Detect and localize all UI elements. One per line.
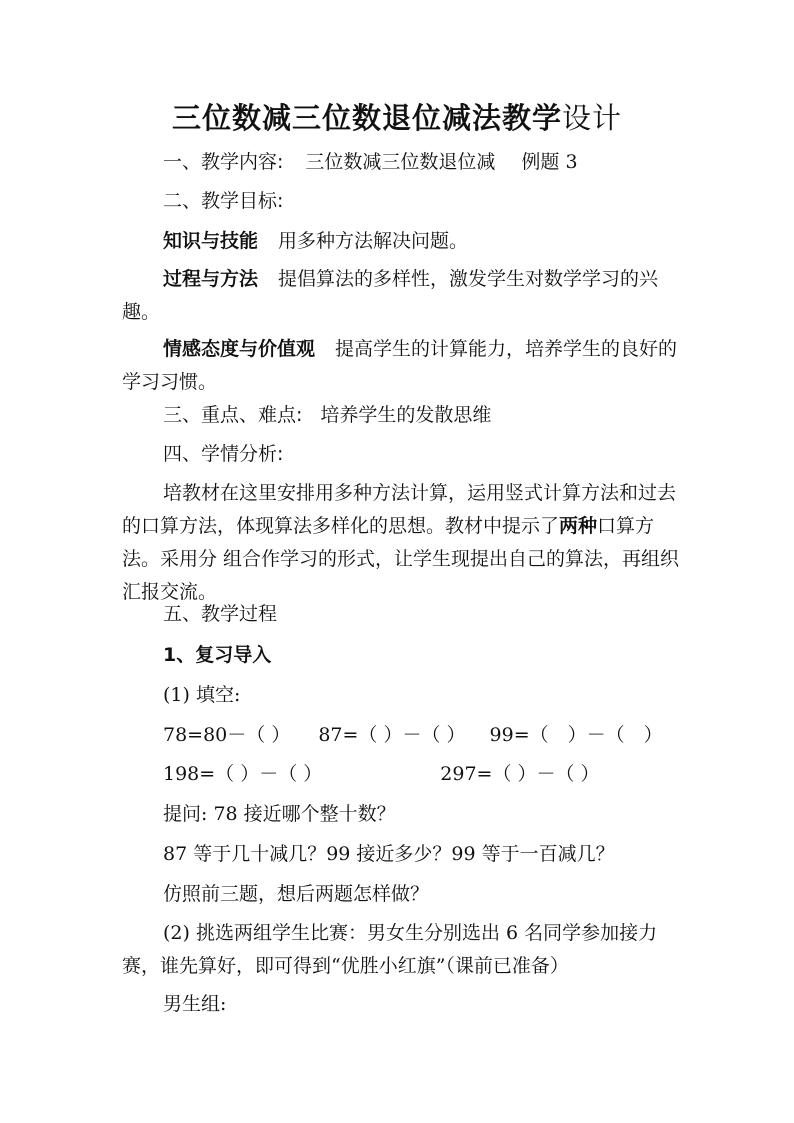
- equation: 297=（ ）－（ ）: [440, 763, 600, 785]
- question-text: 仿照前三题，想后两题怎样做？: [163, 883, 430, 905]
- goal-emotion: [122, 333, 682, 399]
- goal-process-text: 提倡算法的多样性，激发学生对数学学习的兴趣。: [122, 268, 659, 323]
- goal-emotion-text: 提高学生的计算能力，培养学生的良好的学习习惯。: [122, 338, 678, 393]
- fill-label: (1) 填空:: [163, 684, 241, 706]
- section-key-points: [163, 403, 491, 427]
- analysis-text-b: 口算方法。采用分 组合作学习的形式，让学生现提出自己的算法，再组织汇报交流。: [122, 515, 680, 603]
- section-content: [163, 150, 578, 174]
- section3-content: 培养学生的发散思维: [320, 404, 492, 426]
- analysis-text-a: 培教材在这里安排用多种方法计算，运用竖式计算方法和过去的口算方法，体现算法多样化的思想。教材中提示了: [122, 482, 677, 537]
- section5-label: 五、教学过程: [163, 603, 278, 625]
- goal-process: [122, 263, 682, 329]
- section1-example: 例题 3: [521, 151, 578, 173]
- analysis-bold: 两种: [559, 515, 598, 537]
- page-title: [0, 96, 794, 137]
- section1-content: 三位数减三位数退位减: [305, 151, 496, 173]
- section1-label: 一、教学内容:: [163, 151, 284, 173]
- goal-knowledge-text: 用多种方法解决问题。: [278, 230, 469, 252]
- question-3: [163, 882, 429, 906]
- contest-paragraph: [122, 917, 682, 983]
- goal-process-label: 过程与方法: [163, 268, 259, 290]
- section2-label: 二、教学目标:: [163, 190, 284, 212]
- goal-knowledge-label: 知识与技能: [163, 230, 259, 252]
- title-suffix: 设计: [562, 101, 623, 135]
- section-process-heading: [163, 602, 277, 626]
- equation-row-2: [163, 762, 600, 786]
- question-1: [163, 802, 396, 826]
- section4-label: 四、学情分析:: [163, 443, 284, 465]
- equation: 198=（ ）－（ ）: [163, 763, 323, 785]
- section3-label: 三、重点、难点:: [163, 404, 303, 426]
- equation-row-1: [163, 723, 663, 747]
- contest-text: (2) 挑选两组学生比赛：男女生分别选出 6 名同学参加接力赛，谁先算好，即可得到“优胜小红旗”（课前已准备）: [122, 922, 658, 977]
- question-2: [163, 842, 615, 866]
- question-text: 提问: 78 接近哪个整十数？: [163, 803, 396, 825]
- boys-label: 男生组:: [163, 993, 227, 1015]
- boys-group: [163, 992, 226, 1016]
- goal-emotion-label: 情感态度与价值观: [163, 338, 316, 360]
- equation: 99=（ ）－（ ）: [489, 724, 663, 746]
- question-text: 87 等于几十减几？99 接近多少？99 等于一百减几？: [163, 843, 615, 865]
- equation: 78=80－（ ）: [163, 724, 291, 746]
- step1-label: 1、复习导入: [163, 644, 272, 666]
- title-main: 三位数减三位数退位减法教学: [171, 101, 562, 135]
- section-goals-heading: [163, 189, 283, 213]
- fill-heading: [163, 683, 240, 707]
- step1-heading: [163, 643, 271, 667]
- equation: 87=（ ）－（ ）: [318, 724, 466, 746]
- section-analysis-heading: [163, 442, 283, 466]
- analysis-paragraph: [122, 477, 682, 609]
- goal-knowledge: [163, 229, 468, 253]
